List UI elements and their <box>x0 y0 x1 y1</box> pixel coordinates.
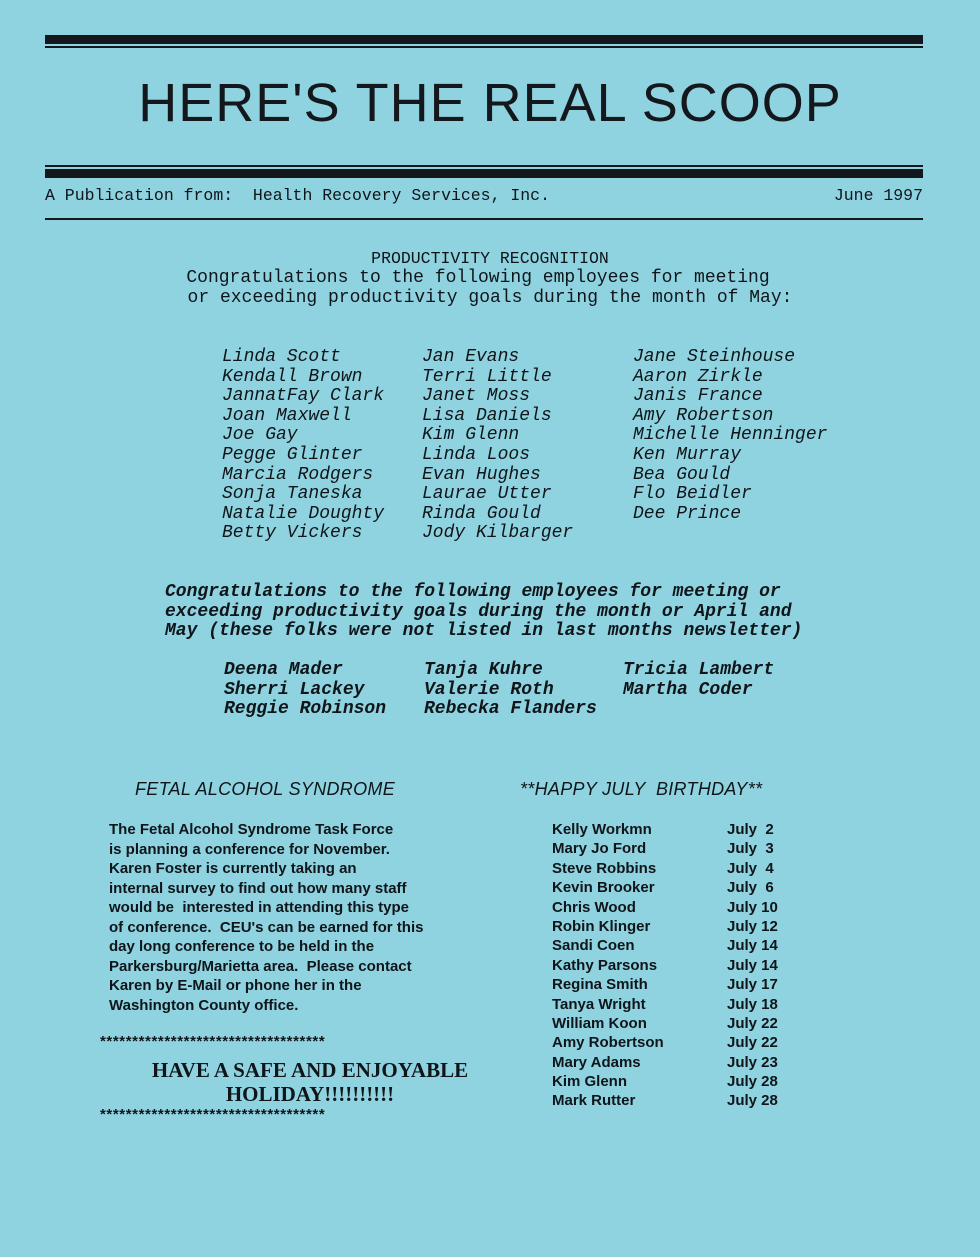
birthday-date: July 14 <box>727 956 778 974</box>
birthday-name: Kelly Workmn <box>552 821 652 838</box>
may-names-column-3 <box>633 348 827 524</box>
employee-name: Terri Little <box>422 366 552 387</box>
fas-line: Washington County office. <box>109 996 299 1014</box>
employee-name: Laurae Utter <box>422 484 552 505</box>
birthday-name: Mark Rutter <box>552 1092 636 1110</box>
productivity-intro-line-1: Congratulations to the following employees for meeting <box>186 268 770 288</box>
birthday-date: July 22 <box>727 1014 778 1032</box>
birthday-date: July 12 <box>727 917 778 935</box>
employee-name: Betty Vickers <box>222 523 363 544</box>
birthday-date: July 17 <box>727 976 778 994</box>
birthday-row <box>552 995 812 1014</box>
employee-name: Tricia Lambert <box>623 660 775 680</box>
employee-name: Jan Evans <box>422 347 520 367</box>
birthday-name: Mary Jo Ford <box>552 840 647 858</box>
fas-line: day long conference to be held in the <box>109 938 375 955</box>
birthday-row <box>552 1072 812 1091</box>
birthday-date: July 18 <box>727 995 778 1013</box>
birthday-row <box>552 898 812 917</box>
publication-rule <box>45 218 923 220</box>
april-may-intro-line-2: exceeding productivity goals during the month or April and <box>165 601 792 622</box>
fas-title: FETAL ALCOHOL SYNDROME <box>135 779 395 799</box>
holiday-message <box>100 1058 520 1106</box>
holiday-line-2: HOLIDAY!!!!!!!!!! <box>225 1082 395 1106</box>
birthday-name: Kathy Parsons <box>552 956 658 974</box>
employee-name: Kim Glenn <box>422 425 520 446</box>
masthead-bottom-rule <box>45 169 923 178</box>
birthday-date: July 2 <box>727 821 774 838</box>
may-names-column-2 <box>422 348 573 544</box>
birthday-row <box>552 975 812 994</box>
employee-name: Janis France <box>633 386 763 407</box>
employee-name: Valerie Roth <box>424 679 554 700</box>
employee-name: Joan Maxwell <box>222 405 352 426</box>
publication-line: A Publication from: Health Recovery Services, Inc. <box>45 186 550 205</box>
employee-name: Joe Gay <box>222 425 298 446</box>
masthead-top-rule <box>45 35 923 44</box>
fas-line: is planning a conference for November. <box>109 840 390 858</box>
fas-line: Karen Foster is currently taking an <box>109 860 357 877</box>
employee-name: Tanja Kuhre <box>424 660 543 680</box>
birthday-date: July 22 <box>727 1034 778 1052</box>
employee-name: Rinda Gould <box>422 503 541 524</box>
birthday-row <box>552 859 812 878</box>
birthday-row <box>552 956 812 975</box>
birthday-name: Chris Wood <box>552 898 636 916</box>
employee-name: Evan Hughes <box>422 464 541 485</box>
fas-line: The Fetal Alcohol Syndrome Task Force <box>109 821 394 838</box>
employee-name: Linda Scott <box>222 347 341 367</box>
birthday-row <box>552 1091 812 1110</box>
birthday-date: July 10 <box>727 898 778 916</box>
birthday-name: Robin Klinger <box>552 917 651 935</box>
birthday-name: Amy Robertson <box>552 1034 664 1052</box>
april-may-names-column-3 <box>623 661 774 700</box>
productivity-intro-line-2: or exceeding productivity goals during the month of May: <box>187 288 793 308</box>
holiday-stars-bottom: *********************************** <box>100 1106 326 1123</box>
birthday-row <box>552 1053 812 1072</box>
birthday-date: July 4 <box>727 859 774 877</box>
fas-line: would be interested in attending this type <box>109 899 410 916</box>
birthday-date: July 6 <box>727 879 774 897</box>
april-may-names-column-2 <box>424 661 597 720</box>
april-may-intro-line-3: May (these folks were not listed in last months newsletter) <box>165 621 803 642</box>
employee-name: Lisa Daniels <box>422 405 552 426</box>
holiday-stars-top: *********************************** <box>100 1033 326 1050</box>
birthday-name: Sandi Coen <box>552 937 635 955</box>
birthday-date: July 28 <box>727 1092 778 1110</box>
birthday-date: July 23 <box>727 1053 778 1071</box>
may-names-column-1 <box>222 348 384 544</box>
publication-row <box>45 186 923 208</box>
birthday-list <box>552 820 812 1111</box>
fas-body <box>109 820 489 1015</box>
birthday-title: **HAPPY JULY BIRTHDAY** <box>520 779 763 799</box>
employee-name: JannatFay Clark <box>222 386 385 407</box>
masthead-bottom-thin-rule <box>45 165 923 167</box>
productivity-heading: PRODUCTIVITY RECOGNITION <box>371 249 609 268</box>
birthday-row <box>552 839 812 858</box>
employee-name: Pegge Glinter <box>222 444 363 465</box>
masthead-top-thin-rule <box>45 46 923 48</box>
employee-name: Linda Loos <box>422 444 531 465</box>
birthday-name: Tanya Wright <box>552 995 646 1013</box>
birthday-name: Steve Robbins <box>552 859 657 877</box>
employee-name: Sherri Lackey <box>224 679 365 700</box>
employee-name: Deena Mader <box>224 660 343 680</box>
employee-name: Aaron Zirkle <box>633 366 763 387</box>
employee-name: Natalie Doughty <box>222 503 385 524</box>
employee-name: Martha Coder <box>623 679 753 700</box>
employee-name: Sonja Taneska <box>222 484 363 505</box>
employee-name: Jody Kilbarger <box>422 523 574 544</box>
birthday-name: William Koon <box>552 1014 647 1032</box>
birthday-name: Regina Smith <box>552 976 648 994</box>
employee-name: Rebecka Flanders <box>424 699 597 720</box>
employee-name: Marcia Rodgers <box>222 464 374 485</box>
birthday-row <box>552 936 812 955</box>
birthday-row <box>552 820 812 839</box>
fas-line: Karen by E-Mail or phone her in the <box>109 977 362 994</box>
employee-name: Amy Robertson <box>633 405 774 426</box>
issue-date: June 1997 <box>833 186 923 205</box>
fas-line: of conference. CEU's can be earned for this <box>109 918 424 936</box>
birthday-name: Kim Glenn <box>552 1073 628 1091</box>
employee-name: Michelle Henninger <box>633 425 828 446</box>
birthday-date: July 3 <box>727 840 774 858</box>
employee-name: Dee Prince <box>633 503 742 524</box>
employee-name: Bea Gould <box>633 464 731 485</box>
employee-name: Kendall Brown <box>222 366 363 387</box>
holiday-line-1: HAVE A SAFE AND ENJOYABLE <box>151 1058 469 1082</box>
employee-name: Reggie Robinson <box>224 699 387 720</box>
birthday-name: Kevin Brooker <box>552 879 655 897</box>
birthday-row <box>552 878 812 897</box>
birthday-row <box>552 1033 812 1052</box>
employee-name: Janet Moss <box>422 386 531 407</box>
employee-name: Jane Steinhouse <box>633 347 796 367</box>
birthday-date: July 14 <box>727 937 778 955</box>
fas-line: internal survey to find out how many staff <box>109 879 407 897</box>
april-may-intro-line-1: Congratulations to the following employees for meeting or <box>165 582 781 602</box>
employee-name: Flo Beidler <box>633 484 752 505</box>
employee-name: Ken Murray <box>633 444 742 465</box>
fas-line: Parkersburg/Marietta area. Please contact <box>109 957 412 975</box>
birthday-name: Mary Adams <box>552 1053 641 1071</box>
birthday-row <box>552 1014 812 1033</box>
birthday-row <box>552 917 812 936</box>
newsletter-title: HERE'S THE REAL SCOOP <box>138 73 842 133</box>
april-may-names-column-1 <box>224 661 386 720</box>
birthday-date: July 28 <box>727 1073 778 1091</box>
april-may-intro <box>165 583 885 642</box>
